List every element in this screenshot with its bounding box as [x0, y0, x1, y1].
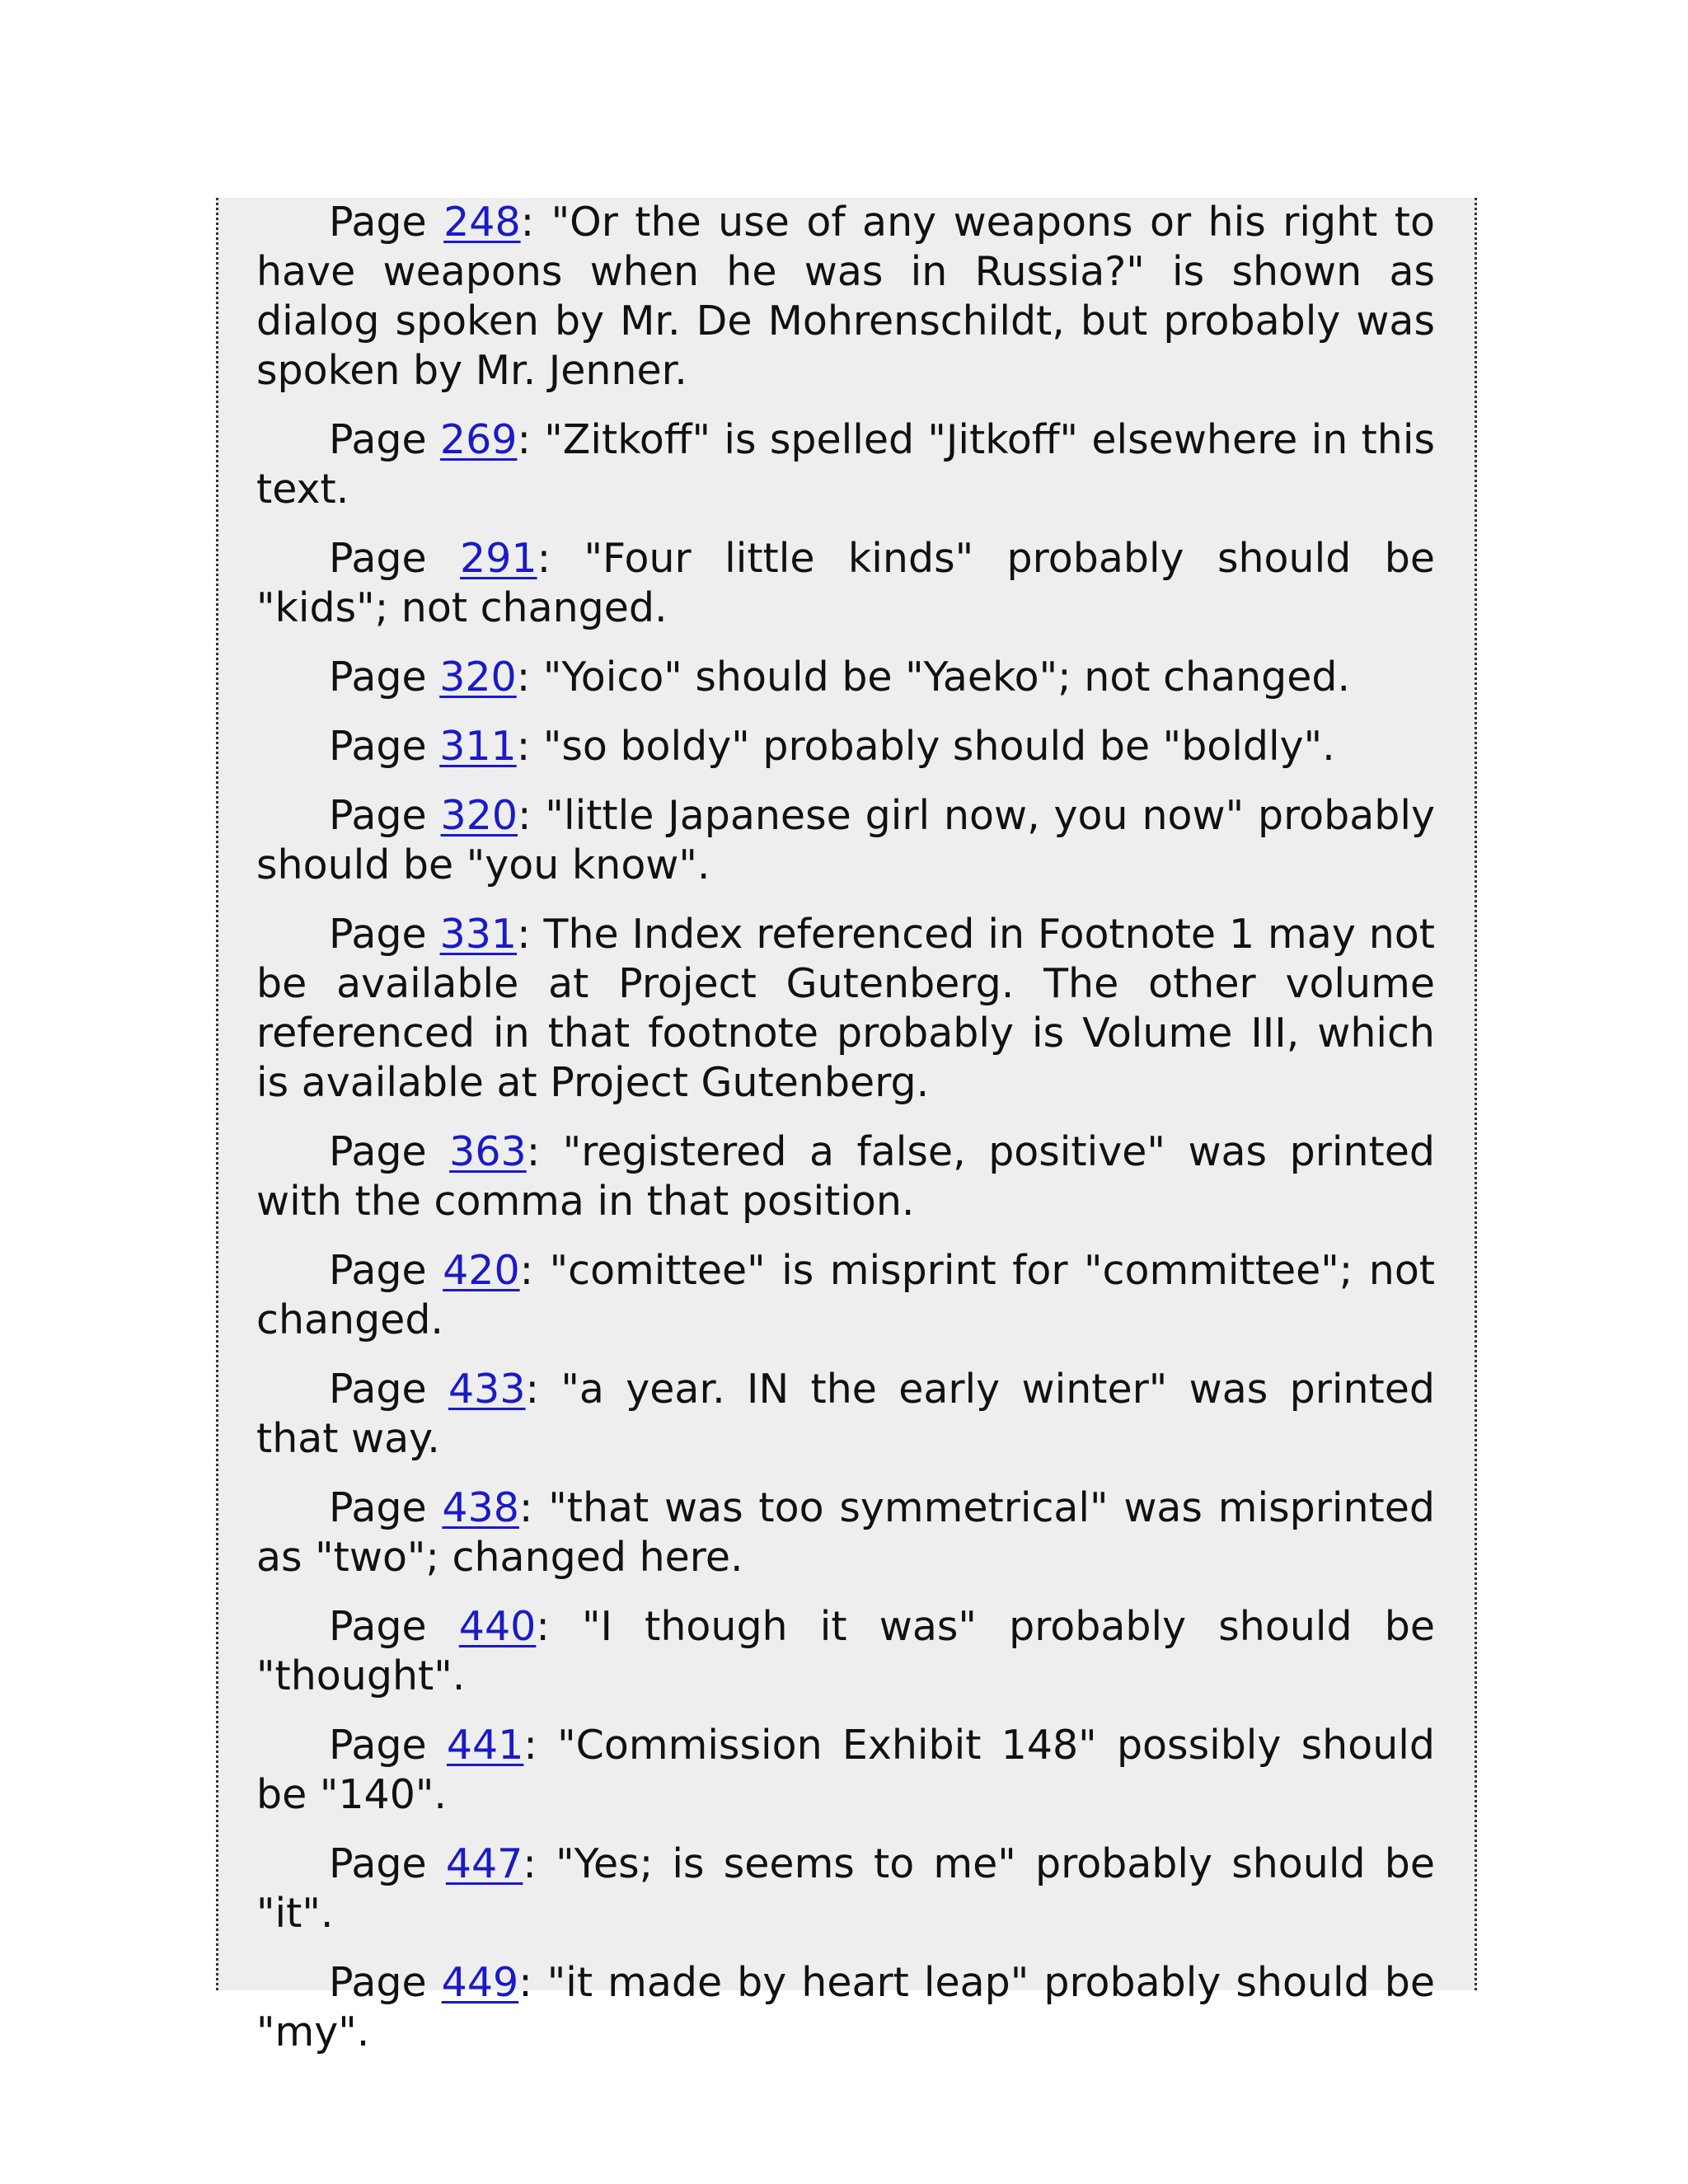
transcriber-notes-box: [216, 198, 1477, 2055]
note-text: : "little Japanese girl now, you now" probably should be "you know".: [256, 792, 1435, 888]
note-prefix: Page: [329, 1247, 443, 1294]
note-text: : "so boldy" probably should be "boldly".: [516, 723, 1335, 770]
note-text: : "Yes; is seems to me" probably should be "it".: [256, 1840, 1435, 1937]
note-paragraph: [256, 1483, 1435, 1582]
note-paragraph: [256, 1721, 1435, 1820]
note-paragraph: [256, 1127, 1435, 1226]
note-prefix: Page: [329, 1484, 443, 1531]
note-text: : "Four little kinds" probably should be "kids"; not changed.: [256, 535, 1435, 631]
page-link[interactable]: 440: [458, 1603, 537, 1650]
note-prefix: Page: [329, 1128, 450, 1175]
page-link[interactable]: 449: [441, 1959, 519, 2006]
page-link[interactable]: 363: [449, 1128, 527, 1175]
note-text: : "Commission Exhibit 148" possibly should be "140".: [256, 1722, 1435, 1818]
note-paragraph: [256, 1365, 1435, 1464]
page-link[interactable]: 331: [439, 911, 518, 958]
page-link[interactable]: 311: [439, 723, 517, 770]
note-text: : "I though it was" probably should be "thought".: [256, 1603, 1435, 1699]
note-text: : The Index referenced in Footnote 1 may not be available at Project Gutenberg. The other volume referenced in that footnote probably is Volume III, which is available at Project Gutenberg.: [256, 911, 1435, 1106]
note-paragraph: [256, 534, 1435, 633]
note-prefix: Page: [329, 1603, 459, 1650]
note-text: : "a year. IN the early winter" was printed that way.: [256, 1366, 1436, 1462]
note-prefix: Page: [329, 535, 461, 582]
page-link[interactable]: 320: [440, 792, 518, 839]
page-link[interactable]: 248: [443, 199, 521, 246]
page-link[interactable]: 320: [439, 654, 517, 701]
note-text: : "Yoico" should be "Yaeko"; not changed.: [516, 654, 1351, 701]
page-link[interactable]: 291: [460, 535, 537, 582]
note-paragraph: [256, 1602, 1435, 1701]
note-paragraph: [256, 910, 1435, 1108]
note-prefix: Page: [329, 1366, 448, 1413]
page-link[interactable]: 447: [445, 1840, 523, 1887]
page-link[interactable]: 441: [446, 1722, 524, 1769]
note-paragraph: [256, 791, 1435, 890]
note-prefix: Page: [329, 654, 440, 701]
note-prefix: Page: [329, 1722, 447, 1769]
note-paragraph: [256, 198, 1435, 396]
note-paragraph: [256, 1840, 1435, 1938]
note-prefix: Page: [329, 416, 440, 463]
note-prefix: Page: [329, 199, 444, 246]
note-paragraph: [256, 1958, 1435, 2057]
note-text: : "it made by heart leap" probably should be "my".: [256, 1959, 1435, 2055]
note-text: : "comittee" is misprint for "committee"; not changed.: [256, 1247, 1436, 1343]
note-paragraph: [256, 722, 1435, 771]
page-link[interactable]: 433: [448, 1366, 526, 1413]
note-text: : "registered a false, positive" was printed with the comma in that position.: [256, 1128, 1436, 1225]
note-paragraph: [256, 1246, 1435, 1345]
note-text: : "that was too symmetrical" was misprinted as "two"; changed here.: [256, 1484, 1435, 1581]
note-paragraph: [256, 653, 1435, 702]
note-text: : "Zitkoff" is spelled "Jitkoff" elsewhere in this text.: [256, 416, 1435, 513]
note-prefix: Page: [329, 1840, 446, 1887]
note-prefix: Page: [329, 723, 440, 770]
note-text: : "Or the use of any weapons or his right to have weapons when he was in Russia?" is shown as dialog spoken by Mr. De Mohrenschildt, but probably was spoken by Mr. Jenner.: [256, 199, 1435, 394]
page-link[interactable]: 420: [443, 1247, 520, 1294]
note-prefix: Page: [329, 1959, 442, 2006]
note-prefix: Page: [329, 792, 441, 839]
note-prefix: Page: [329, 911, 440, 958]
note-paragraph: [256, 415, 1435, 514]
page-link[interactable]: 269: [439, 416, 518, 463]
page-link[interactable]: 438: [442, 1484, 519, 1531]
